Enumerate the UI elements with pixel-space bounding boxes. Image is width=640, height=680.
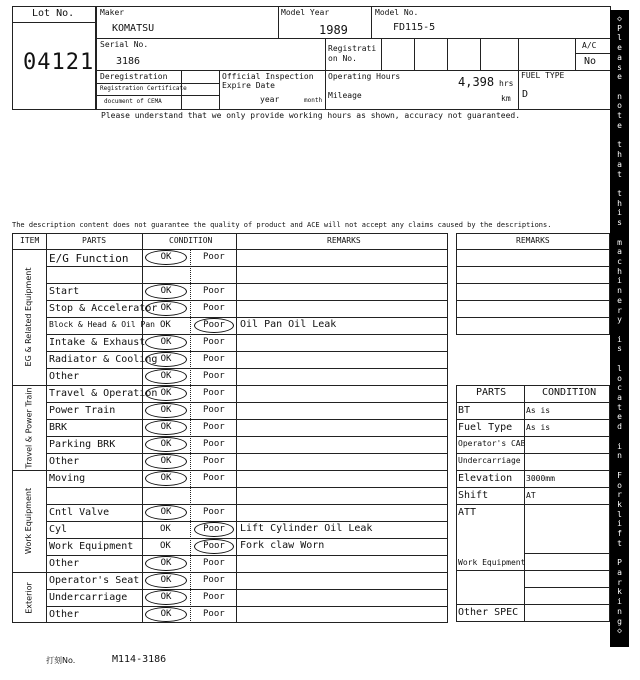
serial-label: Serial No. — [100, 40, 149, 49]
part-name: Operator's Seat — [49, 575, 140, 586]
row-line — [46, 300, 448, 301]
spec-value: AT — [526, 491, 536, 500]
model-year-label: Model Year — [281, 8, 330, 17]
row-line — [456, 504, 610, 505]
row-line — [456, 249, 610, 250]
poor-option: Poor — [203, 456, 225, 466]
poor-option: Poor — [203, 507, 225, 517]
official-inspection-label: Official Inspection Expire Date — [222, 72, 314, 90]
remark-text: Oil Pan Oil Leak — [240, 319, 337, 330]
group-label: Travel & Power Train — [24, 386, 33, 469]
hours-note: Please understand that we only provide working hours as shown, accuracy not guaranteed. — [101, 111, 521, 120]
ok-option: OK — [160, 320, 171, 330]
poor-circled: Poor — [194, 522, 234, 537]
spec-part: Fuel Type — [458, 422, 513, 433]
ok-option: OK — [160, 541, 171, 551]
poor-circled: Poor — [194, 318, 234, 333]
spec-parts-header: PARTS — [476, 387, 507, 398]
group-line — [12, 572, 448, 573]
ok-circled: OK — [145, 420, 187, 435]
row-line — [46, 351, 448, 352]
col-line — [46, 233, 47, 623]
ok-circled: OK — [145, 352, 187, 367]
row-line — [46, 504, 448, 505]
row-line — [46, 334, 448, 335]
ok-circled: OK — [145, 607, 187, 622]
part-name: Moving — [49, 473, 86, 484]
cema-label: document of CEMA — [104, 98, 162, 105]
maker-label: Maker — [100, 8, 125, 17]
group-label: Work Equipment — [24, 487, 33, 555]
ok-circled: OK — [145, 556, 187, 571]
ok-circled: OK — [145, 250, 187, 265]
spec-part: Operator's CAB — [458, 439, 526, 448]
part-name: Block & Head & Oil Pan — [49, 320, 155, 329]
spec-part: Shift — [458, 490, 489, 501]
part-name: Power Train — [49, 405, 116, 416]
spec-value: As is — [526, 406, 551, 415]
row-line — [456, 317, 610, 318]
header-condition: CONDITION — [169, 236, 213, 245]
row-line — [456, 570, 524, 571]
row-line — [456, 266, 610, 267]
poor-option: Poor — [203, 592, 225, 602]
part-name: Work Equipment — [49, 541, 134, 552]
registration-certificate-label: Registration Certificate — [100, 85, 187, 92]
part-name: Undercarriage — [49, 592, 128, 603]
ok-circled: OK — [145, 573, 187, 588]
row-line — [46, 487, 448, 488]
spec-part: ATT — [458, 507, 477, 518]
row-line — [46, 283, 448, 284]
row-line — [456, 300, 610, 301]
spec-value: As is — [526, 423, 551, 432]
row-line — [456, 453, 610, 454]
poor-option: Poor — [203, 388, 225, 398]
ok-circled: OK — [145, 505, 187, 520]
ac-value: No — [584, 56, 597, 67]
poor-option: Poor — [203, 303, 225, 313]
row-line — [456, 436, 610, 437]
col-line — [142, 233, 143, 623]
ok-circled: OK — [145, 471, 187, 486]
lot-label: Lot No. — [32, 8, 75, 19]
spec-part: BT — [458, 405, 471, 416]
row-line — [46, 402, 448, 403]
row-line — [456, 487, 610, 488]
poor-option: Poor — [203, 286, 225, 296]
stamp-label: 打刻No. — [46, 656, 76, 665]
ac-label: A/C — [582, 41, 597, 50]
ok-circled: OK — [145, 590, 187, 605]
serial-value: 3186 — [116, 56, 141, 67]
header-remarks: REMARKS — [327, 236, 361, 245]
row-line — [456, 419, 610, 420]
registration-label: Registrati on No. — [328, 44, 377, 63]
row-line — [46, 555, 448, 556]
spec-part: Undercarriage — [458, 456, 521, 465]
poor-option: Poor — [203, 473, 225, 483]
work-equipment-label: Work Equipment — [458, 558, 526, 567]
row-line — [46, 368, 448, 369]
year-label: year — [260, 95, 280, 104]
right-remarks-header: REMARKS — [516, 236, 550, 245]
row-line — [456, 283, 610, 284]
model-year-value: 1989 — [319, 23, 348, 37]
part-name: Radiator & Cooling — [49, 354, 158, 365]
row-line — [46, 589, 448, 590]
part-name: Cntl Valve — [49, 507, 110, 518]
group-line — [12, 470, 448, 471]
poor-option: Poor — [203, 609, 225, 619]
poor-option: Poor — [203, 337, 225, 347]
ok-circled: OK — [145, 454, 187, 469]
poor-option: Poor — [203, 558, 225, 568]
ok-circled: OK — [145, 369, 187, 384]
location-note-sidebar — [610, 10, 629, 647]
part-name: Start — [49, 286, 80, 297]
row-line — [524, 587, 610, 588]
stamp-value: M114-3186 — [112, 654, 167, 665]
row-line — [456, 604, 524, 605]
poor-option: Poor — [203, 405, 225, 415]
row-line — [524, 553, 610, 554]
maker-value: KOMATSU — [112, 23, 155, 34]
col-line — [236, 233, 237, 623]
ok-circled: OK — [145, 301, 187, 316]
km-label: km — [501, 94, 511, 103]
poor-option: Poor — [203, 422, 225, 432]
hrs-label: hrs — [499, 79, 514, 88]
row-line — [524, 604, 610, 605]
ok-circled: OK — [145, 335, 187, 350]
fuel-type-label: FUEL TYPE — [521, 71, 565, 80]
row-line — [46, 538, 448, 539]
poor-circled: Poor — [194, 539, 234, 554]
header-parts: PARTS — [82, 236, 107, 245]
ok-circled: OK — [145, 403, 187, 418]
row-line — [524, 570, 610, 571]
disclaimer: The description content does not guarantee the quality of product and ACE will not accept any claims caused by the descriptions. — [12, 221, 552, 229]
operating-hours-label: Operating Hours — [328, 72, 401, 81]
part-name: Cyl — [49, 524, 68, 535]
ok-circled: OK — [145, 284, 187, 299]
part-name: Intake & Exhaust — [49, 337, 146, 348]
part-name: Other — [49, 371, 80, 382]
part-name: Parking BRK — [49, 439, 116, 450]
spec-value: 3000mm — [526, 474, 555, 483]
row-line — [46, 436, 448, 437]
row-line — [46, 266, 448, 267]
ok-circled: OK — [145, 437, 187, 452]
poor-option: Poor — [203, 439, 225, 449]
group-label: EG & Related Equipment — [24, 267, 33, 367]
part-name: BRK — [49, 422, 68, 433]
part-name: Stop & Accelerator — [49, 303, 158, 314]
row-line — [46, 521, 448, 522]
row-line — [456, 334, 610, 335]
lot-number: 04121 — [23, 50, 95, 75]
spec-part: Elevation — [458, 473, 513, 484]
header-line — [12, 249, 448, 250]
poor-option: Poor — [203, 371, 225, 381]
deregistration-label: Deregistration — [100, 72, 168, 81]
part-name: E/G Function — [49, 252, 129, 265]
fuel-type-value: D — [522, 89, 529, 100]
location-note-text: ◇ P l e a s e n o t e t h a t t h i s m a c h i n e r y i s l o c a t e d i n F o r k l i f t P a r k i n g ◇ — [617, 14, 622, 636]
poor-option: Poor — [203, 252, 225, 262]
row-line — [456, 402, 610, 403]
spec-condition-header: CONDITION — [542, 387, 597, 398]
row-line — [46, 419, 448, 420]
row-line — [46, 606, 448, 607]
row-line — [456, 470, 610, 471]
remark-text: Fork claw Worn — [240, 540, 325, 551]
part-name: Other — [49, 558, 80, 569]
header-item: ITEM — [20, 236, 40, 245]
model-no-label: Model No. — [375, 8, 419, 17]
part-name: Other — [49, 456, 80, 467]
poor-option: Poor — [203, 575, 225, 585]
part-name: Travel & Operation — [49, 388, 158, 399]
ok-option: OK — [160, 524, 171, 534]
month-label: month — [304, 97, 323, 104]
model-no-value: FD115-5 — [393, 22, 436, 33]
group-label: Exterior — [24, 581, 33, 614]
operating-hours-value: 4,398 — [458, 75, 495, 89]
mileage-label: Mileage — [328, 91, 362, 100]
ok-circled: OK — [145, 386, 187, 401]
group-line — [12, 385, 448, 386]
row-line — [46, 317, 448, 318]
part-name: Other — [49, 609, 80, 620]
row-line — [46, 453, 448, 454]
other-spec-label: Other SPEC — [458, 607, 519, 618]
remark-text: Lift Cylinder Oil Leak — [240, 523, 373, 534]
poor-option: Poor — [203, 354, 225, 364]
